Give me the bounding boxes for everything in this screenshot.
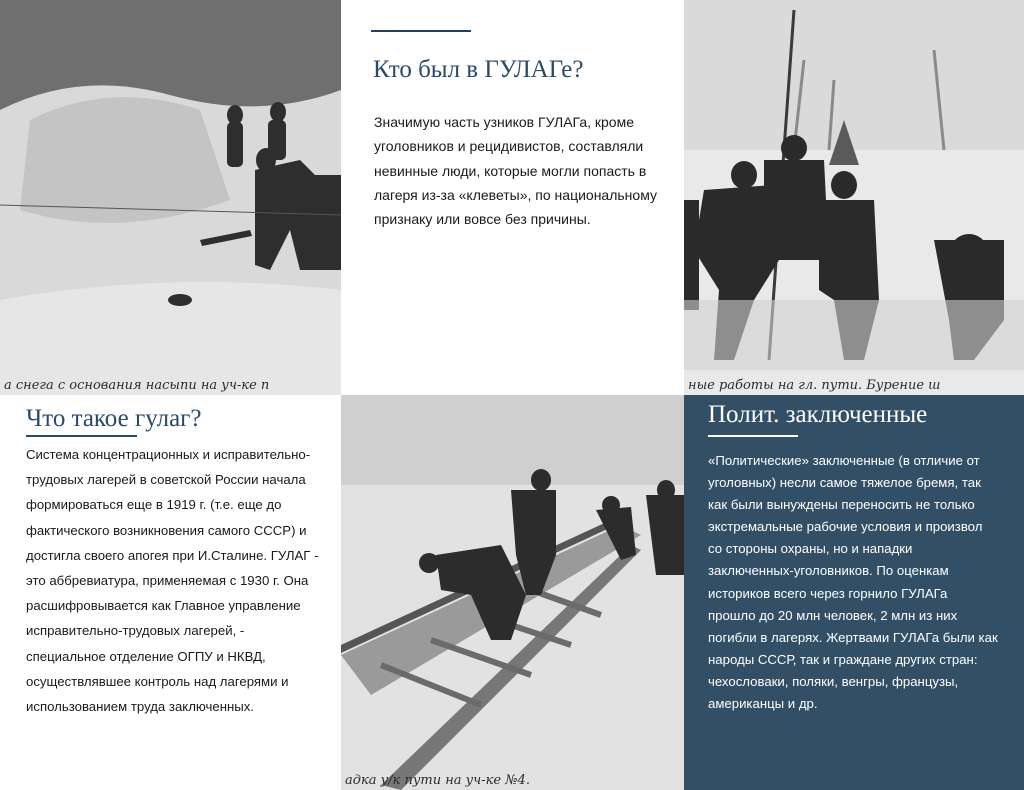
- photo-caption: адка у/к пути на уч-ке №4.: [345, 773, 530, 788]
- section-what-is-gulag: [0, 395, 341, 790]
- section-political-prisoners: [684, 395, 1024, 790]
- section-body: Значимую часть узников ГУЛАГа, кроме уголовников и рецидивистов, составляли невинные люди, которые могли попасть в лагеря из-за «клеветы», по национальному признаку или вовсе без причины.: [374, 114, 657, 228]
- section-title: Кто был в ГУЛАГе?: [373, 56, 584, 83]
- photo-caption: а снега с основания насыпи на уч-ке п: [4, 378, 270, 393]
- photo-snow-clearing: [0, 0, 341, 395]
- title-underline: [708, 435, 798, 437]
- photo-rail-works-image: [684, 0, 1024, 395]
- photo-track-laying-image: [341, 395, 684, 790]
- title-underline: [26, 435, 137, 437]
- section-body: Система концентрационных и исправительно-трудовых лагерей в советской России начала формироваться еще в 1919 г. (т.е. еще до фактического возникновения самого СССР) и достигла своего апогея при И.Сталине. ГУЛАГ - это аббревиатура, применяемая с 1930 г. Она расшифровывается как Главное управление исправительно-трудовых лагерей, - специальное отделение ОГПУ и НКВД, осуществлявшее контроль над лагерями и использованием труда заключенных.: [26, 447, 319, 715]
- photo-snow-clearing-image: [0, 0, 341, 395]
- photo-rail-works: [684, 0, 1024, 395]
- section-title: Что такое гулаг?: [26, 405, 202, 432]
- title-rule: [371, 30, 471, 32]
- section-title: Полит. заключенные: [708, 401, 928, 428]
- photo-caption: ные работы на гл. пути. Бурение ш: [688, 378, 941, 393]
- photo-track-laying: [341, 395, 684, 790]
- section-body: «Политические» заключенные (в отличие от уголовных) несли самое тяжелое бремя, так как были вынуждены переносить не только экстремальные рабочие условия и произвол со стороны охраны, но и нападки заключенных-уголовников. По оценкам историков всего через горнило ГУЛАГа прошло до 20 млн человек, 2 млн из них погибли в лагерях. Жертвами ГУЛАГа были как народы СССР, так и граждане других стран: чехословаки, поляки, венгры, французы, американцы и др.: [708, 453, 998, 712]
- section-who-was-in-gulag: [341, 0, 684, 395]
